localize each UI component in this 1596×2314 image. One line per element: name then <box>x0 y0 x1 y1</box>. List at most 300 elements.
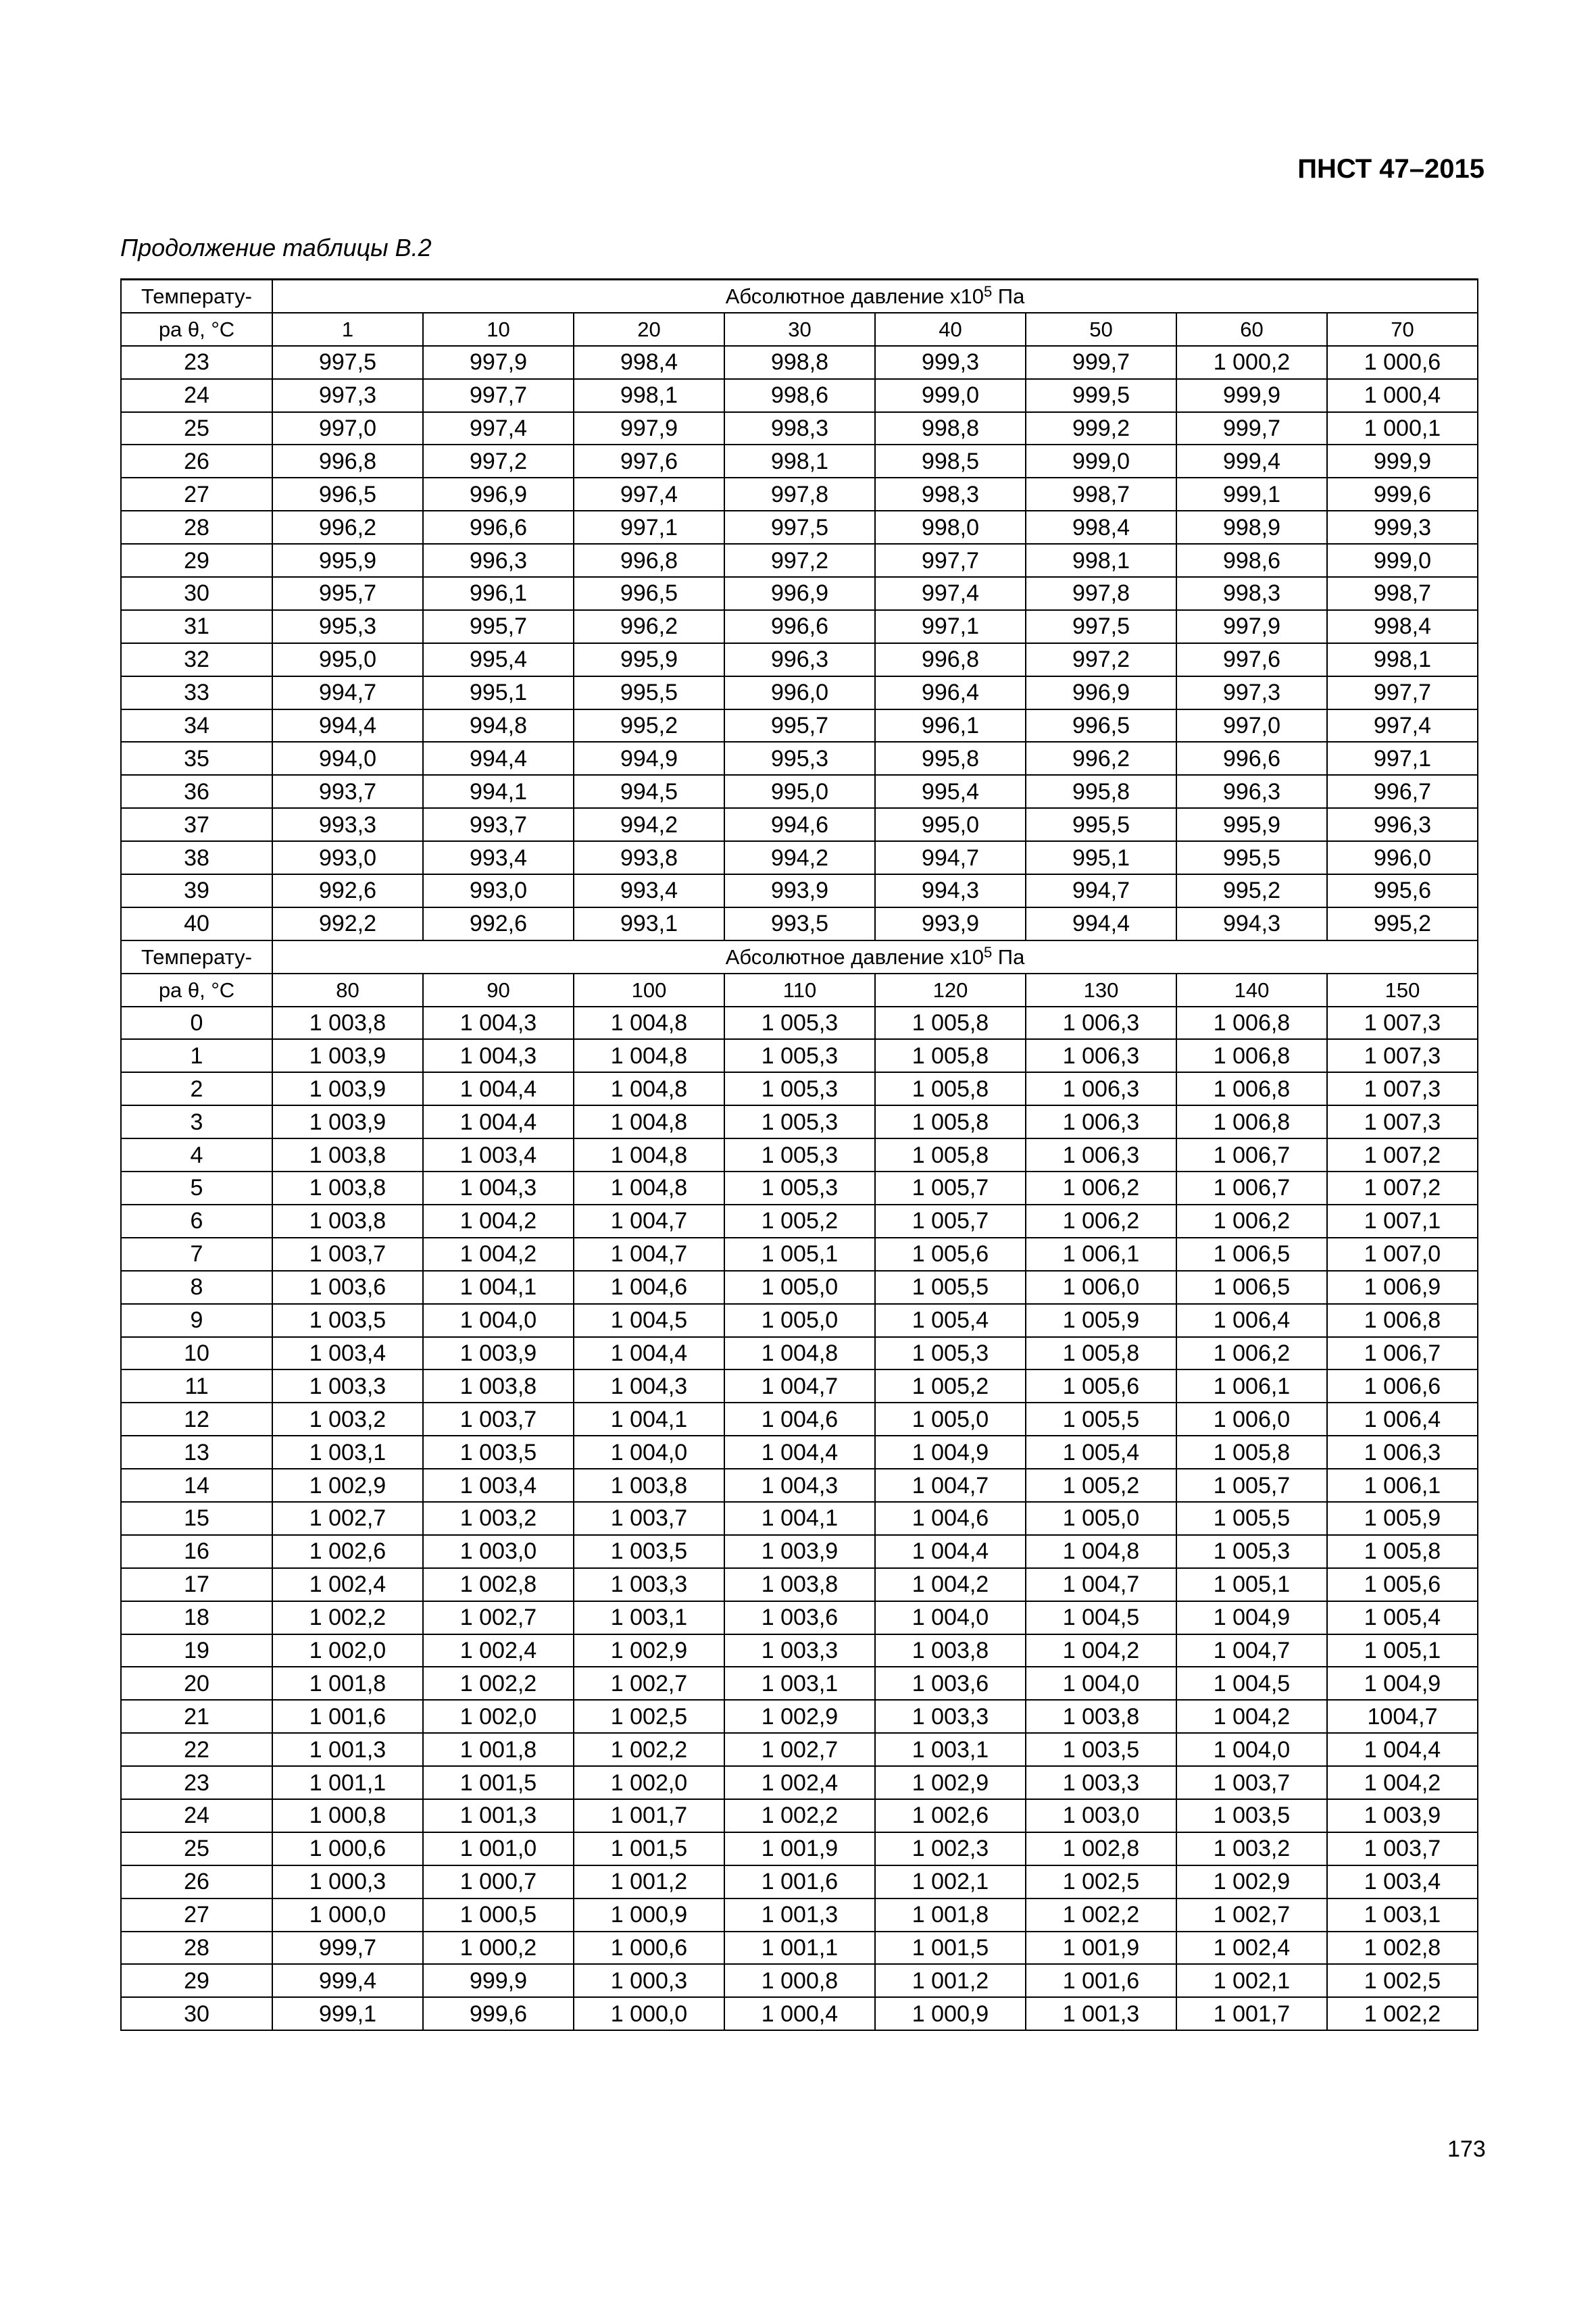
table-row <box>121 1733 1478 1766</box>
density-cell: 993,5 <box>724 907 875 940</box>
density-cell: 996,5 <box>1026 709 1176 743</box>
table-row <box>121 1403 1478 1436</box>
density-cell: 1 002,7 <box>1176 1898 1327 1932</box>
temperature-cell: 37 <box>121 808 272 841</box>
density-cell: 1 005,8 <box>875 1007 1026 1040</box>
table-row <box>121 1469 1478 1502</box>
density-cell: 995,1 <box>423 676 574 709</box>
temperature-cell: 39 <box>121 874 272 907</box>
density-cell: 1 003,7 <box>272 1238 423 1271</box>
temperature-cell: 26 <box>121 1865 272 1898</box>
density-cell: 993,9 <box>724 874 875 907</box>
density-cell: 1 002,2 <box>724 1799 875 1832</box>
temperature-cell: 11 <box>121 1369 272 1403</box>
density-cell: 1 003,9 <box>423 1337 574 1370</box>
density-cell: 1 006,8 <box>1176 1072 1327 1105</box>
density-cell: 992,6 <box>423 907 574 940</box>
density-cell: 993,7 <box>423 808 574 841</box>
table-row <box>121 874 1478 907</box>
density-cell: 996,2 <box>574 610 724 643</box>
density-cell: 993,4 <box>574 874 724 907</box>
density-cell: 1 001,3 <box>272 1733 423 1766</box>
pressure-column-header: 150 <box>1327 974 1478 1007</box>
density-cell: 1 001,1 <box>724 1932 875 1965</box>
density-cell: 1 002,4 <box>724 1766 875 1799</box>
density-cell: 1 004,1 <box>423 1271 574 1304</box>
density-cell: 995,9 <box>272 544 423 577</box>
density-cell: 1 003,0 <box>423 1535 574 1568</box>
temperature-cell: 15 <box>121 1502 272 1535</box>
density-cell: 1 002,9 <box>272 1469 423 1502</box>
density-cell: 999,4 <box>1176 445 1327 478</box>
density-cell: 1 006,8 <box>1327 1304 1478 1337</box>
density-cell: 1 005,8 <box>875 1105 1026 1138</box>
density-cell: 1 006,5 <box>1176 1238 1327 1271</box>
pressure-header-exponent: 5 <box>983 943 993 961</box>
density-cell: 1 003,1 <box>875 1733 1026 1766</box>
temperature-cell: 8 <box>121 1271 272 1304</box>
density-cell: 997,7 <box>423 379 574 412</box>
density-cell: 995,9 <box>1176 808 1327 841</box>
temperature-cell: 23 <box>121 346 272 379</box>
density-cell: 995,9 <box>574 643 724 676</box>
density-cell: 993,8 <box>574 841 724 874</box>
density-cell: 1 002,3 <box>875 1832 1026 1865</box>
temperature-cell: 40 <box>121 907 272 940</box>
density-cell: 1 000,3 <box>272 1865 423 1898</box>
density-cell: 1 006,9 <box>1327 1271 1478 1304</box>
density-cell: 1 001,8 <box>875 1898 1026 1932</box>
density-cell: 998,4 <box>1026 511 1176 544</box>
pressure-column-header: 130 <box>1026 974 1176 1007</box>
pressure-column-header: 90 <box>423 974 574 1007</box>
pressure-column-header: 10 <box>423 313 574 346</box>
density-cell: 994,8 <box>423 709 574 743</box>
density-cell: 999,9 <box>1176 379 1327 412</box>
density-cell: 1 003,6 <box>875 1667 1026 1700</box>
table-row <box>121 412 1478 445</box>
density-table <box>120 278 1478 2031</box>
density-cell: 1 003,2 <box>423 1502 574 1535</box>
density-cell: 1 001,6 <box>724 1865 875 1898</box>
density-cell: 1 003,8 <box>272 1007 423 1040</box>
density-cell: 1 002,9 <box>1176 1865 1327 1898</box>
temperature-cell: 22 <box>121 1733 272 1766</box>
temperature-cell: 34 <box>121 709 272 743</box>
temperature-cell: 30 <box>121 1997 272 2030</box>
density-cell: 998,7 <box>1026 478 1176 511</box>
density-cell: 1 001,5 <box>423 1766 574 1799</box>
density-cell: 998,1 <box>574 379 724 412</box>
density-cell: 999,7 <box>272 1932 423 1965</box>
density-cell: 1 004,7 <box>1026 1568 1176 1601</box>
density-cell: 1 003,3 <box>272 1369 423 1403</box>
density-cell: 1 003,7 <box>423 1403 574 1436</box>
density-cell: 1 004,6 <box>875 1502 1026 1535</box>
table-row <box>121 346 1478 379</box>
density-cell: 998,5 <box>875 445 1026 478</box>
density-cell: 995,0 <box>272 643 423 676</box>
density-cell: 1 005,3 <box>724 1007 875 1040</box>
density-cell: 994,2 <box>724 841 875 874</box>
density-cell: 1 003,5 <box>1026 1733 1176 1766</box>
density-cell: 993,7 <box>272 775 423 808</box>
density-cell: 1 004,7 <box>574 1205 724 1238</box>
density-cell: 998,1 <box>1327 643 1478 676</box>
density-cell: 1 002,1 <box>875 1865 1026 1898</box>
pressure-column-header: 50 <box>1026 313 1176 346</box>
density-cell: 1 004,7 <box>724 1369 875 1403</box>
table-row <box>121 907 1478 940</box>
density-cell: 995,5 <box>574 676 724 709</box>
density-cell: 1 005,3 <box>724 1039 875 1072</box>
density-cell: 1 002,7 <box>272 1502 423 1535</box>
density-cell: 1 002,4 <box>272 1568 423 1601</box>
temperature-cell: 17 <box>121 1568 272 1601</box>
density-cell: 1 003,4 <box>423 1469 574 1502</box>
density-cell: 1 006,3 <box>1026 1105 1176 1138</box>
density-cell: 1 000,9 <box>574 1898 724 1932</box>
density-cell: 995,0 <box>724 775 875 808</box>
density-cell: 997,6 <box>574 445 724 478</box>
density-cell: 1 003,2 <box>1176 1832 1327 1865</box>
document-id: ПНСТ 47–2015 <box>1297 154 1485 184</box>
density-cell: 1 004,9 <box>875 1436 1026 1469</box>
density-cell: 1 004,5 <box>574 1304 724 1337</box>
table-row <box>121 1007 1478 1040</box>
density-cell: 997,0 <box>272 412 423 445</box>
density-cell: 1 005,0 <box>875 1403 1026 1436</box>
density-cell: 1 000,6 <box>574 1932 724 1965</box>
density-cell: 1 001,0 <box>423 1832 574 1865</box>
density-cell: 1 003,4 <box>1327 1865 1478 1898</box>
density-cell: 997,3 <box>272 379 423 412</box>
density-cell: 994,0 <box>272 742 423 775</box>
table-row <box>121 445 1478 478</box>
density-cell: 1 004,4 <box>423 1105 574 1138</box>
density-cell: 1 004,1 <box>574 1403 724 1436</box>
table-row <box>121 1138 1478 1172</box>
density-cell: 1 005,6 <box>875 1238 1026 1271</box>
density-cell: 1 000,6 <box>1327 346 1478 379</box>
density-cell: 1 005,4 <box>1026 1436 1176 1469</box>
density-cell: 1 006,7 <box>1176 1138 1327 1172</box>
density-cell: 994,4 <box>423 742 574 775</box>
temperature-cell: 28 <box>121 1932 272 1965</box>
temperature-cell: 14 <box>121 1469 272 1502</box>
density-cell: 1 005,7 <box>875 1172 1026 1205</box>
density-cell: 1 006,1 <box>1327 1469 1478 1502</box>
header-row <box>121 940 1478 974</box>
density-cell: 995,0 <box>875 808 1026 841</box>
density-cell: 997,2 <box>724 544 875 577</box>
density-cell: 1 003,4 <box>423 1138 574 1172</box>
density-cell: 1 002,1 <box>1176 1964 1327 1997</box>
density-cell: 1 004,0 <box>423 1304 574 1337</box>
density-cell: 1 001,7 <box>574 1799 724 1832</box>
density-cell: 1 001,9 <box>724 1832 875 1865</box>
density-cell: 1 001,3 <box>423 1799 574 1832</box>
density-cell: 998,3 <box>875 478 1026 511</box>
density-cell: 993,4 <box>423 841 574 874</box>
density-cell: 997,4 <box>574 478 724 511</box>
density-cell: 997,7 <box>1327 676 1478 709</box>
pressure-header-unit: Па <box>992 945 1025 969</box>
density-cell: 1 005,6 <box>1026 1369 1176 1403</box>
density-cell: 999,5 <box>1026 379 1176 412</box>
density-cell: 1 006,8 <box>1176 1105 1327 1138</box>
temperature-cell: 16 <box>121 1535 272 1568</box>
density-cell: 1 007,3 <box>1327 1105 1478 1138</box>
table-row <box>121 1832 1478 1865</box>
density-cell: 1 004,9 <box>1327 1667 1478 1700</box>
density-cell: 1 004,1 <box>724 1502 875 1535</box>
density-cell: 997,5 <box>272 346 423 379</box>
density-cell: 1 007,0 <box>1327 1238 1478 1271</box>
density-cell: 1 006,3 <box>1026 1138 1176 1172</box>
density-cell: 1 003,3 <box>875 1700 1026 1733</box>
table-row <box>121 742 1478 775</box>
temperature-cell: 23 <box>121 1766 272 1799</box>
density-cell: 1 001,8 <box>423 1733 574 1766</box>
density-cell: 1 004,4 <box>423 1072 574 1105</box>
density-cell: 995,7 <box>423 610 574 643</box>
density-cell: 997,2 <box>1026 643 1176 676</box>
density-cell: 997,8 <box>1026 577 1176 610</box>
density-cell: 1 001,2 <box>574 1865 724 1898</box>
table-row <box>121 1072 1478 1105</box>
table-row <box>121 676 1478 709</box>
temperature-header-line1: Температу- <box>121 940 272 974</box>
table-row <box>121 1865 1478 1898</box>
density-cell: 1 005,5 <box>1026 1403 1176 1436</box>
density-cell: 1 006,2 <box>1026 1172 1176 1205</box>
density-cell: 992,2 <box>272 907 423 940</box>
density-cell: 1 003,1 <box>724 1667 875 1700</box>
density-cell: 994,7 <box>272 676 423 709</box>
density-cell: 1 000,3 <box>574 1964 724 1997</box>
temperature-header-line2: ра θ, °С <box>121 313 272 346</box>
table-row <box>121 1898 1478 1932</box>
density-cell: 1 005,0 <box>1026 1502 1176 1535</box>
density-cell: 1 002,5 <box>1026 1865 1176 1898</box>
density-cell: 999,9 <box>423 1964 574 1997</box>
density-cell: 1 005,5 <box>875 1271 1026 1304</box>
density-cell: 1 004,0 <box>1176 1733 1327 1766</box>
table-row <box>121 1436 1478 1469</box>
density-cell: 1 000,0 <box>272 1898 423 1932</box>
density-cell: 1 000,7 <box>423 1865 574 1898</box>
density-cell: 997,0 <box>1176 709 1327 743</box>
density-cell: 995,8 <box>875 742 1026 775</box>
density-cell: 997,5 <box>724 511 875 544</box>
density-cell: 997,9 <box>1176 610 1327 643</box>
density-cell: 997,4 <box>1327 709 1478 743</box>
table-row <box>121 544 1478 577</box>
pressure-column-header: 20 <box>574 313 724 346</box>
density-cell: 996,9 <box>423 478 574 511</box>
density-cell: 1 006,2 <box>1176 1205 1327 1238</box>
density-cell: 1 002,5 <box>1327 1964 1478 1997</box>
density-cell: 1 002,0 <box>423 1700 574 1733</box>
table-row <box>121 1700 1478 1733</box>
density-cell: 1 001,6 <box>1026 1964 1176 1997</box>
density-cell: 1 004,2 <box>423 1238 574 1271</box>
density-cell: 997,7 <box>875 544 1026 577</box>
pressure-column-header: 30 <box>724 313 875 346</box>
density-cell: 1 004,8 <box>574 1072 724 1105</box>
density-cell: 1 005,8 <box>1327 1535 1478 1568</box>
density-cell: 994,3 <box>1176 907 1327 940</box>
density-cell: 1 006,1 <box>1026 1238 1176 1271</box>
density-cell: 1 003,5 <box>1176 1799 1327 1832</box>
density-cell: 1 004,2 <box>1176 1700 1327 1733</box>
density-cell: 993,3 <box>272 808 423 841</box>
density-cell: 995,8 <box>1026 775 1176 808</box>
density-cell: 1 002,9 <box>724 1700 875 1733</box>
density-cell: 1 004,7 <box>875 1469 1026 1502</box>
page-number: 173 <box>1447 2136 1486 2162</box>
density-cell: 1 002,7 <box>423 1601 574 1634</box>
density-cell: 1 003,9 <box>272 1072 423 1105</box>
density-cell: 1 003,8 <box>1026 1700 1176 1733</box>
density-cell: 1 002,4 <box>423 1634 574 1667</box>
temperature-header-line1: Температу- <box>121 280 272 313</box>
density-cell: 1 003,8 <box>875 1634 1026 1667</box>
temperature-cell: 24 <box>121 1799 272 1832</box>
density-cell: 1 007,3 <box>1327 1039 1478 1072</box>
density-cell: 997,1 <box>574 511 724 544</box>
density-cell: 998,0 <box>875 511 1026 544</box>
density-cell: 994,4 <box>1026 907 1176 940</box>
density-cell: 996,9 <box>724 577 875 610</box>
temperature-cell: 25 <box>121 412 272 445</box>
density-cell: 998,1 <box>1026 544 1176 577</box>
table-row <box>121 1337 1478 1370</box>
temperature-cell: 26 <box>121 445 272 478</box>
density-cell: 996,2 <box>272 511 423 544</box>
table-row <box>121 1172 1478 1205</box>
density-cell: 1 005,0 <box>724 1304 875 1337</box>
density-cell: 999,1 <box>272 1997 423 2030</box>
density-cell: 1 004,2 <box>875 1568 1026 1601</box>
pressure-header-exponent: 5 <box>983 282 993 300</box>
density-cell: 994,4 <box>272 709 423 743</box>
density-cell: 995,1 <box>1026 841 1176 874</box>
pressure-header-text: Абсолютное давление х10 <box>725 284 984 308</box>
density-cell: 1 005,3 <box>724 1072 875 1105</box>
density-cell: 1 004,0 <box>875 1601 1026 1634</box>
density-cell: 1 003,6 <box>272 1271 423 1304</box>
density-cell: 1 000,8 <box>724 1964 875 1997</box>
density-cell: 1 004,3 <box>574 1369 724 1403</box>
density-cell: 1 002,7 <box>574 1667 724 1700</box>
density-cell: 997,1 <box>1327 742 1478 775</box>
density-cell: 996,3 <box>1327 808 1478 841</box>
table-row <box>121 610 1478 643</box>
density-cell: 1 002,0 <box>272 1634 423 1667</box>
density-cell: 1 001,6 <box>272 1700 423 1733</box>
density-cell: 997,1 <box>875 610 1026 643</box>
density-cell: 1 005,0 <box>724 1271 875 1304</box>
density-cell: 994,6 <box>724 808 875 841</box>
density-cell: 1 005,4 <box>1327 1601 1478 1634</box>
density-cell: 1 000,6 <box>272 1832 423 1865</box>
density-cell: 1 003,8 <box>724 1568 875 1601</box>
density-cell: 1 003,5 <box>574 1535 724 1568</box>
density-cell: 996,6 <box>724 610 875 643</box>
density-cell: 1 003,1 <box>574 1601 724 1634</box>
density-cell: 994,1 <box>423 775 574 808</box>
table-row <box>121 1568 1478 1601</box>
density-cell: 1 001,5 <box>875 1932 1026 1965</box>
pressure-column-header: 60 <box>1176 313 1327 346</box>
density-cell: 999,7 <box>1026 346 1176 379</box>
density-cell: 1 004,4 <box>1327 1733 1478 1766</box>
density-cell: 1 003,8 <box>272 1172 423 1205</box>
density-cell: 995,5 <box>1026 808 1176 841</box>
density-cell: 1 005,3 <box>724 1138 875 1172</box>
pressure-header-text: Абсолютное давление х10 <box>725 945 984 969</box>
table-row <box>121 1502 1478 1535</box>
density-cell: 998,3 <box>1176 577 1327 610</box>
density-cell: 1 005,2 <box>724 1205 875 1238</box>
density-cell: 1 003,8 <box>423 1369 574 1403</box>
density-cell: 998,4 <box>574 346 724 379</box>
density-cell: 998,8 <box>724 346 875 379</box>
density-cell: 1 006,3 <box>1327 1436 1478 1469</box>
density-cell: 995,7 <box>272 577 423 610</box>
density-cell: 1 005,2 <box>875 1369 1026 1403</box>
density-cell: 1 001,1 <box>272 1766 423 1799</box>
density-cell: 1 004,8 <box>574 1105 724 1138</box>
density-cell: 999,4 <box>272 1964 423 1997</box>
density-cell: 1 003,7 <box>574 1502 724 1535</box>
density-cell: 997,8 <box>724 478 875 511</box>
density-cell: 1 007,3 <box>1327 1007 1478 1040</box>
density-cell: 1 005,7 <box>1176 1469 1327 1502</box>
temperature-cell: 25 <box>121 1832 272 1865</box>
density-cell: 1 004,8 <box>574 1172 724 1205</box>
density-cell: 998,3 <box>724 412 875 445</box>
density-cell: 1 004,3 <box>423 1007 574 1040</box>
density-cell: 1 006,8 <box>1176 1007 1327 1040</box>
table-row <box>121 1997 1478 2030</box>
header-row <box>121 280 1478 313</box>
density-cell: 1 006,7 <box>1327 1337 1478 1370</box>
density-cell: 1 007,2 <box>1327 1138 1478 1172</box>
pressure-column-header: 110 <box>724 974 875 1007</box>
density-cell: 998,7 <box>1327 577 1478 610</box>
density-cell: 1 004,0 <box>1026 1667 1176 1700</box>
density-cell: 1 000,0 <box>574 1997 724 2030</box>
density-cell: 996,8 <box>574 544 724 577</box>
density-cell: 996,0 <box>724 676 875 709</box>
temperature-cell: 35 <box>121 742 272 775</box>
density-cell: 1 001,9 <box>1026 1932 1176 1965</box>
pressure-column-header: 40 <box>875 313 1026 346</box>
temperature-cell: 29 <box>121 544 272 577</box>
temperature-cell: 28 <box>121 511 272 544</box>
density-cell: 1 004,8 <box>1026 1535 1176 1568</box>
density-cell: 997,4 <box>875 577 1026 610</box>
density-cell: 1 004,5 <box>1026 1601 1176 1634</box>
density-cell: 995,4 <box>423 643 574 676</box>
density-cell: 1 003,9 <box>1327 1799 1478 1832</box>
density-cell: 996,3 <box>1176 775 1327 808</box>
density-cell: 1 004,4 <box>724 1436 875 1469</box>
density-cell: 1 006,8 <box>1176 1039 1327 1072</box>
